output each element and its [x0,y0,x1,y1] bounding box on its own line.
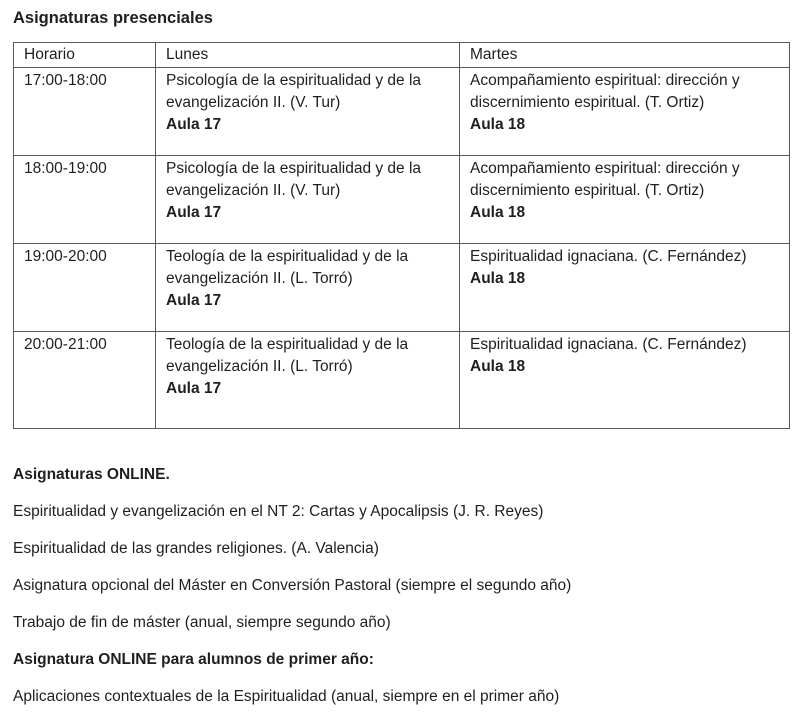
time-cell: 19:00-20:00 [14,244,156,332]
room-label: Aula 17 [166,116,222,133]
schedule-table [13,42,790,429]
header-horario: Horario [14,43,156,68]
table-row [14,156,790,244]
course-title: Teología de la espiritualidad y de la evangelización II. (L. Torró) [166,336,409,375]
martes-cell [460,156,790,244]
room-label: Aula 17 [166,292,222,309]
online-course-item: Asignatura opcional del Máster en Conversión Pastoral (siempre el segundo año) [13,577,572,594]
table-row [14,332,790,429]
online-course-item: Espiritualidad de las grandes religiones. (A. Valencia) [13,540,379,557]
section-title-online: Asignaturas ONLINE. [13,466,170,483]
section-title-presenciales: Asignaturas presenciales [13,9,213,27]
table-row [14,68,790,156]
room-label: Aula 17 [166,204,222,221]
course-title: Espiritualidad ignaciana. (C. Fernández) [470,248,747,265]
first-year-course-item: Aplicaciones contextuales de la Espiritualidad (anual, siempre en el primer año) [13,688,560,705]
time-cell: 18:00-19:00 [14,156,156,244]
room-label: Aula 18 [470,204,526,221]
time-cell: 20:00-21:00 [14,332,156,429]
lunes-cell [156,156,460,244]
martes-cell [460,244,790,332]
course-title: Psicología de la espiritualidad y de la evangelización II. (V. Tur) [166,72,422,111]
room-label: Aula 17 [166,380,222,397]
lunes-cell [156,244,460,332]
course-title: Psicología de la espiritualidad y de la evangelización II. (V. Tur) [166,160,422,199]
room-label: Aula 18 [470,116,526,133]
online-course-item: Trabajo de fin de máster (anual, siempre segundo año) [13,614,391,631]
time-cell: 17:00-18:00 [14,68,156,156]
table-header-row [14,43,790,68]
martes-cell [460,68,790,156]
lunes-cell [156,332,460,429]
room-label: Aula 18 [470,270,526,287]
header-martes: Martes [460,43,790,68]
header-lunes: Lunes [156,43,460,68]
lunes-cell [156,68,460,156]
room-label: Aula 18 [470,358,526,375]
online-section [13,466,788,706]
course-title: Acompañamiento espiritual: dirección y discernimiento espiritual. (T. Ortiz) [470,72,740,111]
martes-cell [460,332,790,429]
section-title-first-year: Asignatura ONLINE para alumnos de primer año: [13,651,374,668]
online-course-item: Espiritualidad y evangelización en el NT 2: Cartas y Apocalipsis (J. R. Reyes) [13,503,544,520]
course-title: Espiritualidad ignaciana. (C. Fernández) [470,336,747,353]
table-row [14,244,790,332]
course-title: Acompañamiento espiritual: dirección y discernimiento espiritual. (T. Ortiz) [470,160,740,199]
course-title: Teología de la espiritualidad y de la evangelización II. (L. Torró) [166,248,409,287]
